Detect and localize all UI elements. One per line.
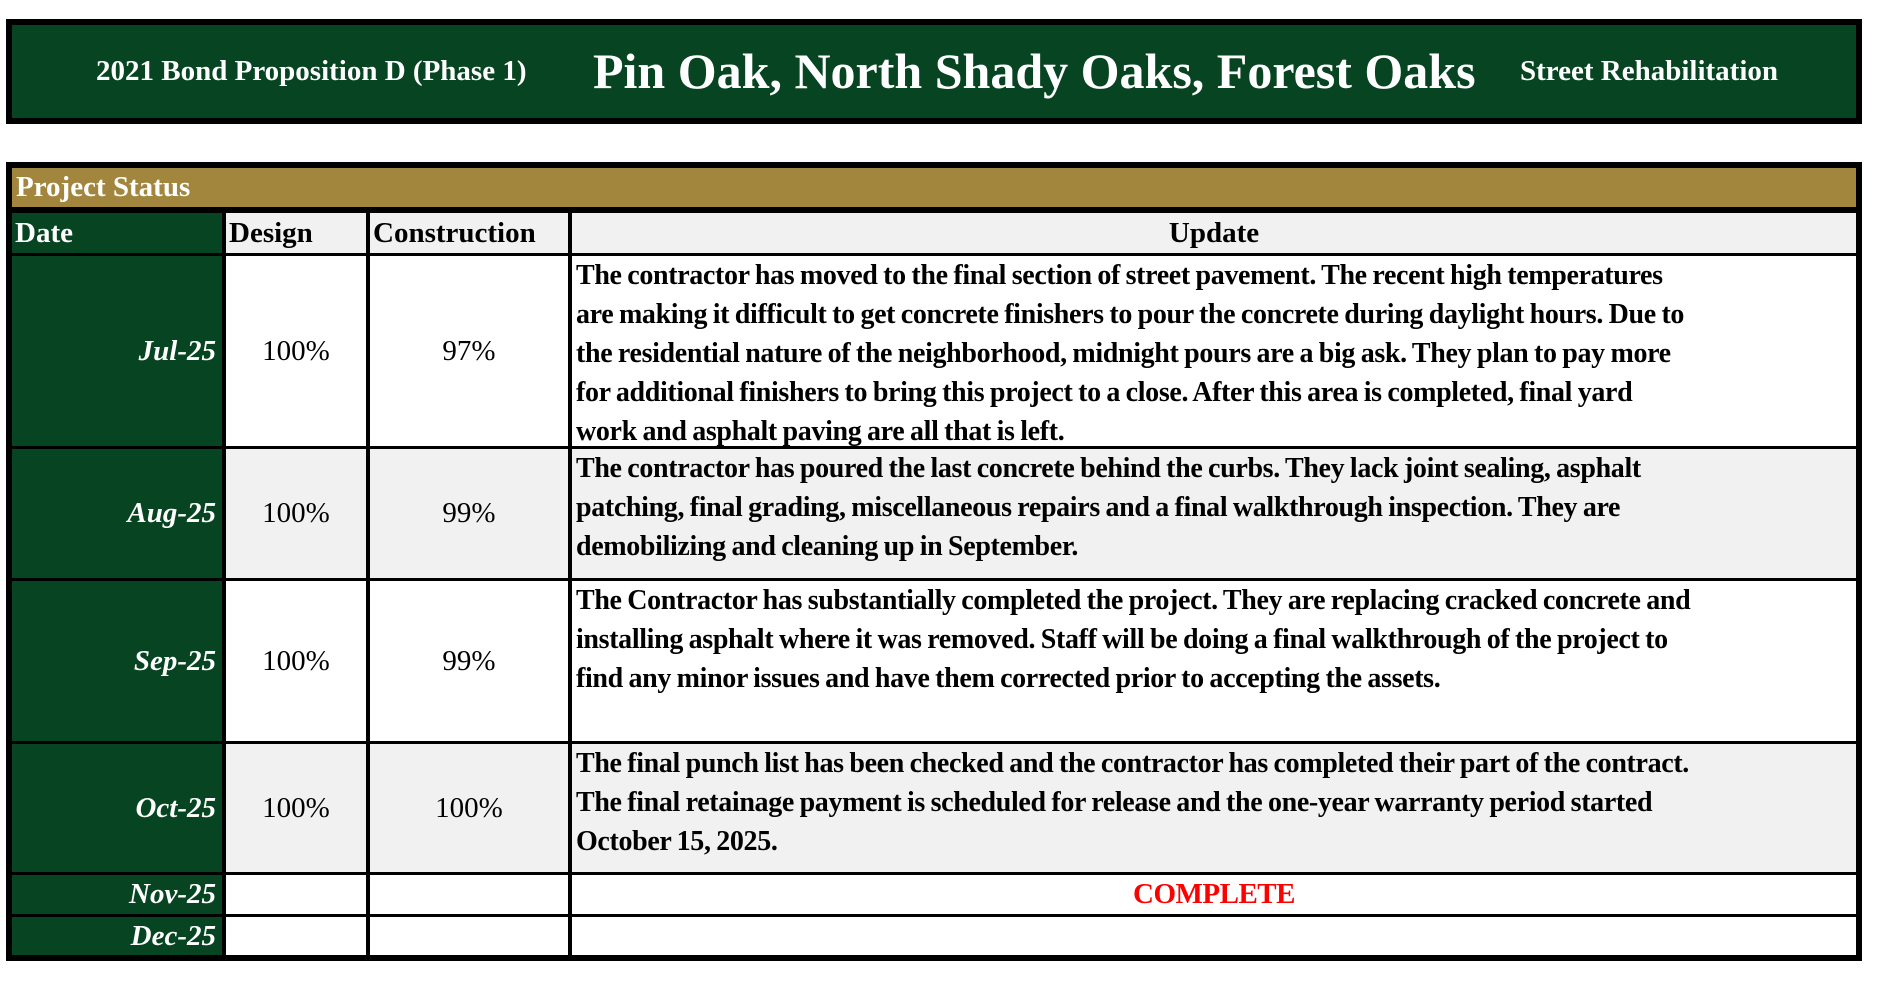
section-title: Project Status	[12, 168, 1856, 207]
project-status-table	[6, 162, 1862, 961]
row-date: Dec-25	[12, 917, 222, 955]
update-line: The final retainage payment is scheduled for release and the one-year warranty period started	[576, 787, 1653, 818]
project-title: Pin Oak, North Shady Oaks, Forest Oaks	[593, 43, 1476, 99]
row-update	[572, 256, 1856, 446]
header-design: Design	[226, 213, 366, 253]
row-design-pct: 100%	[226, 581, 366, 741]
update-line: The contractor has moved to the final section of street pavement. The recent high temperatures	[576, 260, 1663, 291]
update-line: October 15, 2025.	[576, 826, 778, 857]
row-construction-pct	[370, 875, 568, 914]
row-design-pct	[226, 917, 366, 955]
complete-status: COMPLETE	[572, 875, 1856, 914]
row-construction-pct: 99%	[370, 449, 568, 578]
row-construction-pct: 99%	[370, 581, 568, 741]
header-construction: Construction	[370, 213, 568, 253]
row-update	[572, 917, 1856, 955]
row-construction-pct: 100%	[370, 744, 568, 872]
title-banner	[6, 19, 1862, 124]
project-type-label: Street Rehabilitation	[1520, 55, 1779, 87]
update-line: The Contractor has substantially completed the project. They are replacing cracked concrete and	[576, 585, 1691, 616]
row-date: Sep-25	[12, 581, 222, 741]
update-line: for additional finishers to bring this project to a close. After this area is completed, final yard	[576, 377, 1633, 408]
row-update	[572, 744, 1856, 872]
row-construction-pct	[370, 917, 568, 955]
row-design-pct	[226, 875, 366, 914]
update-line: patching, final grading, miscellaneous repairs and a final walkthrough inspection. They are	[576, 492, 1621, 523]
update-line: installing asphalt where it was removed. Staff will be doing a final walkthrough of the project to	[576, 624, 1668, 655]
row-design-pct: 100%	[226, 256, 366, 446]
update-line: demobilizing and cleaning up in September.	[576, 531, 1079, 562]
update-line: The final punch list has been checked and the contractor has completed their part of the contract.	[576, 748, 1689, 779]
row-date: Oct-25	[12, 744, 222, 872]
update-line: the residential nature of the neighborhood, midnight pours are a big ask. They plan to pay more	[576, 338, 1671, 369]
update-line: are making it difficult to get concrete finishers to pour the concrete during daylight hours. Due to	[576, 299, 1685, 330]
row-update	[572, 449, 1856, 578]
row-construction-pct: 97%	[370, 256, 568, 446]
update-line: work and asphalt paving are all that is left.	[576, 416, 1065, 446]
row-update	[572, 581, 1856, 741]
row-date: Nov-25	[12, 875, 222, 914]
row-date: Aug-25	[12, 449, 222, 578]
row-date: Jul-25	[12, 256, 222, 446]
row-design-pct: 100%	[226, 744, 366, 872]
update-line: find any minor issues and have them corrected prior to accepting the assets.	[576, 663, 1441, 694]
header-update: Update	[572, 213, 1856, 253]
update-line: The contractor has poured the last concrete behind the curbs. They lack joint sealing, asphalt	[576, 453, 1641, 484]
row-design-pct: 100%	[226, 449, 366, 578]
program-label: 2021 Bond Proposition D (Phase 1)	[96, 55, 527, 87]
header-date: Date	[12, 213, 222, 253]
